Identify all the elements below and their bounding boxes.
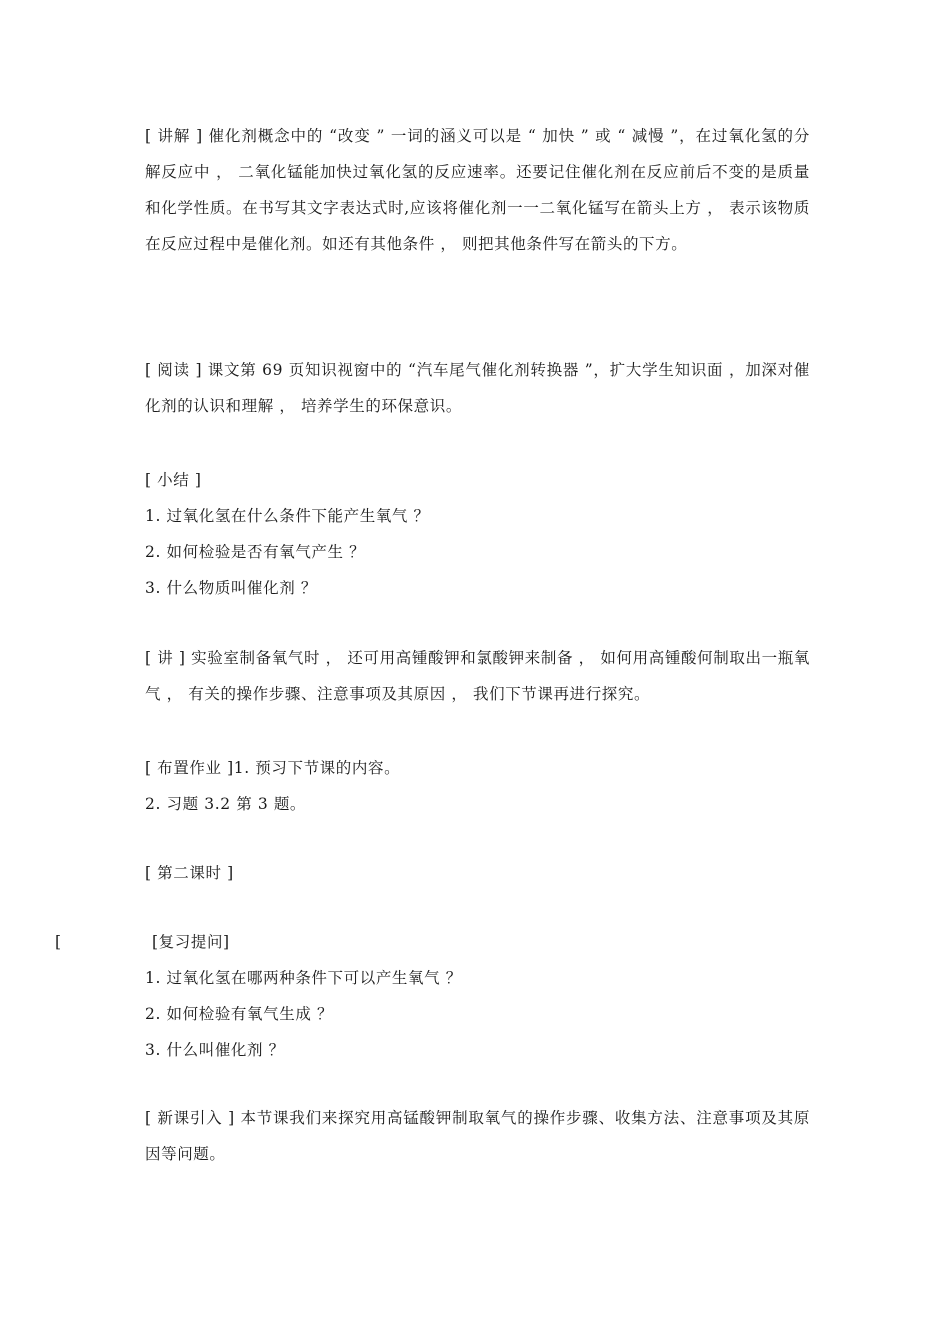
- homework-line-2: 2. 习题 3.2 第 3 题。: [145, 795, 307, 813]
- summary-item-1: 1. 过氧化氢在什么条件下能产生氧气 ？: [145, 507, 430, 525]
- reading-paragraph: [ 阅读 ] 课文第 69 页知识视窗中的 “汽车尾气催化剂转换器 ”，扩大学生知识面 ，加深对催化剂的认识和理解 ， 培养学生的环保意识。: [145, 361, 810, 415]
- lecture-paragraph: [ 讲 ] 实验室制备氧气时 ， 还可用高锺酸钾和氯酸钾来制备 ， 如何用高锺酸何制取出一瓶氧气 ， 有关的操作步骤、注意事项及其原因 ， 我们下节课再进行探究。: [145, 649, 810, 703]
- explain-paragraph: [ 讲解 ] 催化剂概念中的 “改变 ” 一词的涵义可以是 “ 加快 ” 或 “ 减慢 ”，在过氧化氢的分解反应中 ， 二氧化锰能加快过氧化氢的反应速率。还要记住催化剂在反应前后不变的是质量和化学性质。在书写其文字表达式时,应该将催化剂一一二氧化锰写在箭头上方 ， 表示该物质在反应过程中是催化剂。如还有其他条件 ， 则把其他条件写在箭头的下方。: [145, 127, 810, 253]
- review-item-3: 3. 什么叫催化剂 ？: [145, 1041, 285, 1059]
- review-item-2: 2. 如何检验有氧气生成 ？: [145, 1005, 334, 1023]
- review-item-1: 1. 过氧化氢在哪两种条件下可以产生氧气 ？: [145, 969, 462, 987]
- summary-item-3: 3. 什么物质叫催化剂 ？: [145, 579, 317, 597]
- summary-heading: [ 小结 ]: [145, 471, 202, 489]
- second-lesson-heading: [ 第二课时 ]: [145, 864, 234, 882]
- homework-line-1: [ 布置作业 ]1. 预习下节课的内容。: [145, 759, 401, 777]
- summary-item-2: 2. 如何检验是否有氧气产生 ？: [145, 543, 366, 561]
- stray-bracket: [: [55, 933, 62, 951]
- new-lesson-paragraph: [ 新课引入 ] 本节课我们来探究用高锰酸钾制取氧气的操作步骤、收集方法、注意事项及其原因等问题。: [145, 1109, 810, 1163]
- review-heading: [复习提问]: [152, 933, 230, 951]
